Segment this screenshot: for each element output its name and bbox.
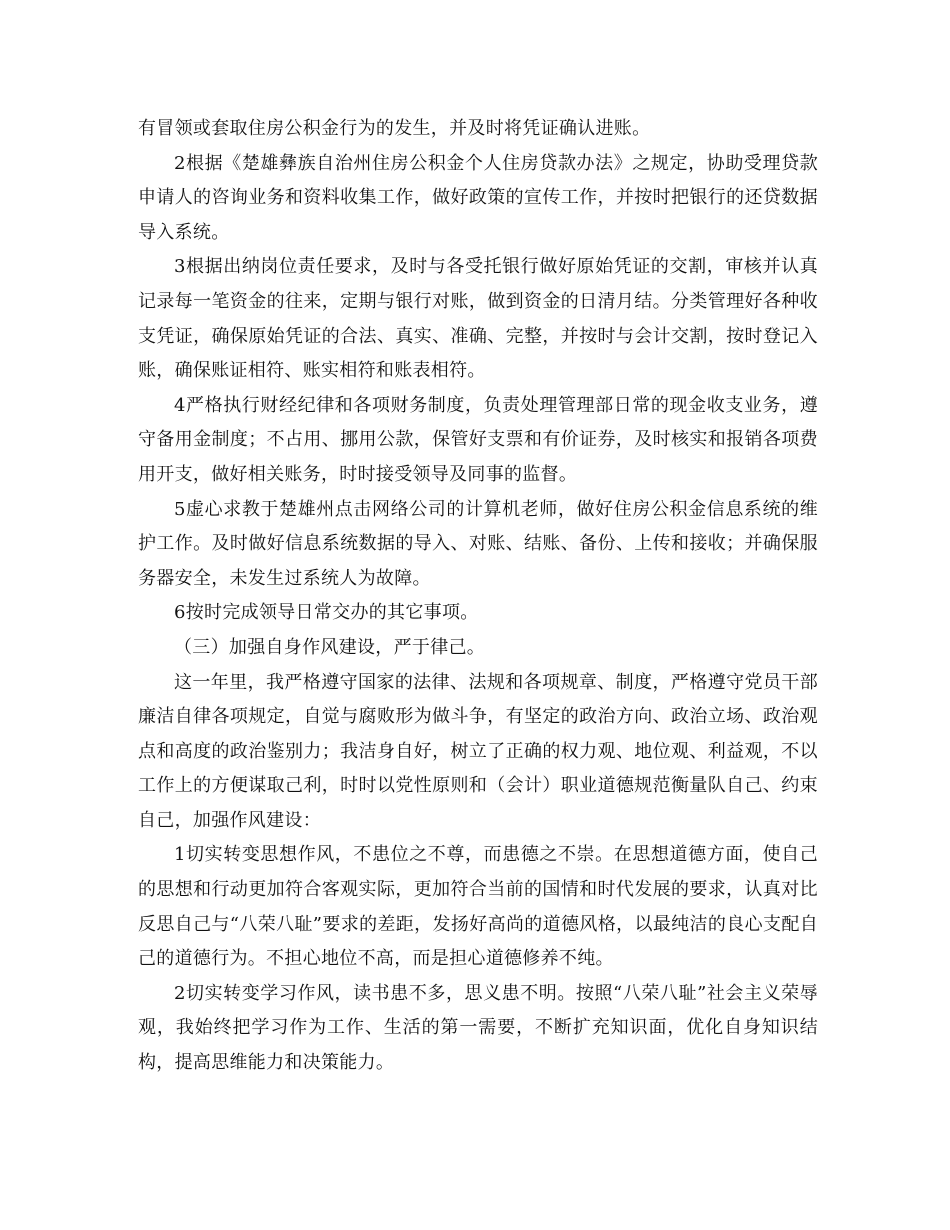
paragraph-item-4-finance: 4严格执行财经纪律和各项财务制度，负责处理管理部日常的现金收支业务，遵守备用金制度；不占用、挪用公款，保管好支票和有价证券，及时核实和报销各项费用开支，做好相关账务，时时接受领导及同事的监督。 [138,394,818,485]
paragraph-year-summary: 这一年里，我严格遵守国家的法律、法规和各项规章、制度，严格遵守党员干部廉洁自律各项规定，自觉与腐败形为做斗争，有坚定的政治方向、政治立场、政治观点和高度的政治鉴别力；我洁身自好，树立了正确的权力观、地位观、利益观，不以工作上的方便谋取己利，时时以党性原则和（会计）职业道德规范衡量队自己、约束自己，加强作风建设： [138,671,818,831]
document-body [138,112,818,1081]
section-heading-3: （三）加强自身作风建设，严于律己。 [174,636,486,658]
paragraph-continuation: 有冒领或套取住房公积金行为的发生，并及时将凭证确认进账。 [138,118,651,139]
paragraph-item-6-tasks: 6按时完成领导日常交办的其它事项。 [174,602,479,624]
paragraph-study-style: 2切实转变学习作风，读书患不多，思义患不明。按照“八荣八耻”社会主义荣辱观，我始终把学习作为工作、生活的第一需要，不断扩充知识面，优化自身知识结构，提高思维能力和决策能力。 [138,982,818,1074]
paragraph-item-3-cashier: 3根据出纳岗位责任要求，及时与各受托银行做好原始凭证的交割，审核并认真记录每一笔资金的往来，定期与银行对账，做到资金的日清月结。分类管理好各种收支凭证，确保原始凭证的合法、真实、准确、完整，并按时与会计交割，按时登记入账，确保账证相符、账实相符和账表相符。 [138,256,818,382]
paragraph-item-5-system: 5虚心求教于楚雄州点击网络公司的计算机老师，做好住房公积金信息系统的维护工作。及时做好信息系统数据的导入、对账、结账、备份、上传和接收；并确保服务器安全，未发生过系统人为故障。 [138,498,818,589]
paragraph-thought-style: 1切实转变思想作风，不患位之不尊，而患德之不崇。在思想道德方面，使自己的思想和行动更加符合客观实际，更加符合当前的国情和时代发展的要求，认真对比反思自己与“八荣八耻”要求的差距，发扬好高尚的道德风格，以最纯洁的良心支配自己的道德行为。不担心地位不高，而是担心道德修养不纯。 [138,844,818,970]
paragraph-item-2-loan: 2根据《楚雄彝族自治州住房公积金个人住房贷款办法》之规定，协助受理贷款申请人的咨询业务和资料收集工作，做好政策的宣传工作，并按时把银行的还贷数据导入系统。 [138,152,818,243]
